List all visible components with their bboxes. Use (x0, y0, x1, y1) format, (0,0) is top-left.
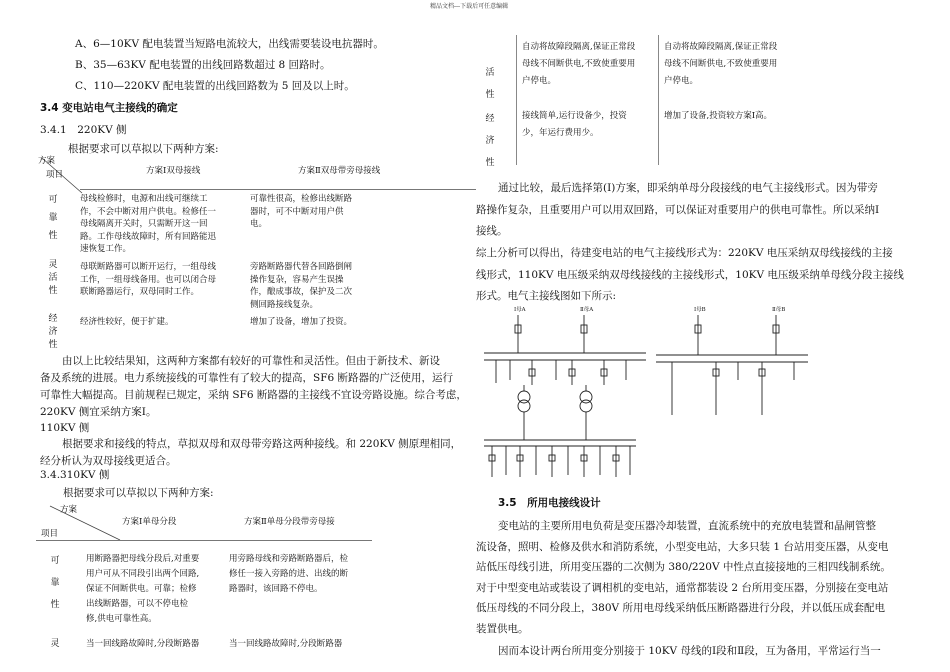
table1-header-col2: 方案Ⅱ双母带旁母接线 (298, 166, 381, 176)
table1-header-col1: 方案Ⅰ双母接线 (146, 166, 201, 176)
wiring-diagram-svg (476, 305, 816, 490)
table-cont-row2-label: 经 济 性 (485, 114, 495, 168)
table2-row2-label: 灵 (50, 639, 60, 649)
subsection-heading-220kv: 3.4.1 220KV 侧 (40, 124, 127, 136)
bus-label-1: Ⅰ母A (514, 307, 526, 313)
table1-row2-col1: 母联断路器可以断开运行，一组母线 工作，一组母线备用。也可以闭合母 联断路器运行，双母同时工作。 (80, 262, 217, 297)
bus-label-2: Ⅱ母A (580, 307, 594, 313)
section-heading-3-4: 3.4 变电站电气主接线的确定 (40, 102, 178, 114)
design-paragraph-start: 因而本设计两台所用变分别接于 10KV 母线的Ⅰ段和Ⅱ段，互为备用，平常运行当一 (498, 645, 881, 657)
table2-header-col1: 方案Ⅰ单母分段 (122, 517, 177, 527)
table-cont-row1-col1: 自动将故障段隔离,保证正常段 母线不间断供电,不致使重要用 户停电。 (522, 42, 636, 86)
comparison-table-10kv-continued (480, 35, 810, 170)
conclusion-220kv-paragraph: 由以上比较结果知，这两种方案都有较好的可靠性和灵活性。但由于新技术、新设 备及系统的进展。电力系统接线的可靠性有了较大的提高，SF6 断路器的广泛使用，运行 可靠性大幅提高。目前规程已规定，采纳 SF6 断路器的主接线不宜设旁路设施。综合考虑， 220KV 侧宜采纳方案Ⅰ。 (40, 355, 467, 418)
table2-corner-bottom: 项目 (41, 529, 59, 539)
table1-row1-label: 可 靠 性 (48, 195, 58, 241)
subsection-heading-110kv: 110KV 侧 (40, 422, 90, 434)
selection-paragraph: 通过比较，最后选择第(Ⅰ)方案，即采纳单母分段接线的电气主接线形式。因为带旁 路操作复杂，且重要用户可以用双回路，可以保证对重要用户的供电可靠性。所以采纳Ⅰ 接线。 (476, 182, 880, 237)
table1-corner-top: 方案 (38, 156, 56, 166)
station-service-paragraph: 变电站的主要所用电负荷是变压器冷却装置，直流系统中的充放电装置和晶闸管整 流设备，照明、检修及供水和消防系统，小型变电站，大多只装 1 台站用变压器，从变电 站低压母线引进，所用变压器的二次侧为 380/220V 中性点直接接地的三相四线制系统。 对于中型变电站或装设了调相机的变电站，通常都装设 2 台所用变压器，分别接在变电站 低压母线的不同分段上，380V 所用电母线采纳低压断路器进行分段，并以低压成套配电 装置供电。 (476, 520, 891, 635)
table2-row1-col2: 用旁路母线和旁路断路器后，检 修任一接入旁路的进、出线的断 路器时，该回路不停电。 (229, 554, 349, 594)
conclusion-110kv-paragraph: 根据要求和接线的特点，草拟双母和双母带旁路这两种接线。和 220KV 侧原理相同， 经分析认为双母接线更适合。 (40, 438, 462, 467)
bus-label-3: Ⅰ母B (694, 307, 706, 313)
table1-row1-col1: 母线检修时，电源和出线可继续工 作，不会中断对用户供电。检修任一 母线隔离开关时，只需断开这一回 路。工作母线故障时，所有回路能迅 速恢复工作。 (80, 194, 217, 254)
table2-corner-top: 方案 (60, 505, 78, 515)
comparison-table-220kv (36, 155, 476, 360)
table1-row2-label: 灵 活 性 (48, 260, 58, 296)
main-wiring-diagram (476, 305, 816, 490)
summary-paragraph: 综上分析可以得出，待建变电站的电气主接线形式为：220KV 电压采纳双母线接线的主接 线形式，110KV 电压级采纳双母线接线的主接线形式，10KV 电压级采纳单母线分段主接线 形式。电气主接线图如下所示: (476, 247, 904, 302)
table-cont-row1-col2: 自动将故障段隔离,保证正常段 母线不间断供电,不致使重要用 户停电。 (664, 42, 778, 86)
section-heading-3-5: 3.5 所用电接线设计 (498, 497, 601, 509)
option-b-line: B、35—63KV 配电装置的出线回路数超过 8 回路时。 (75, 59, 331, 71)
header-note: 精品文档---下载后可任意编辑 (430, 3, 509, 10)
table1-header-rule (80, 189, 476, 190)
option-c-line: C、110—220KV 配电装置的出线回路数为 5 回及以上时。 (75, 80, 355, 92)
table2-row1-col1: 用断路器把母线分段后,对重要 用户可从不同段引出两个回路, 保证不间断供电。可靠；检修 出线断路器，可以不停电检 修,供电可靠性高。 (86, 554, 200, 624)
table1-row3-col2: 增加了设备，增加了投资。 (250, 317, 353, 327)
table2-row2-col1: 当一回线路故障时,分段断路器 (86, 639, 200, 649)
table1-row3-col1: 经济性较好，便于扩建。 (80, 317, 174, 327)
table2-intro: 根据要求可以草拟以下两种方案: (63, 487, 214, 499)
comparison-table-10kv (36, 500, 476, 672)
table-cont-divider-1 (516, 35, 517, 165)
subsection-heading-10kv: 3.4.310KV 侧 (40, 469, 110, 481)
table2-header-rule (36, 540, 372, 541)
table1-intro: 根据要求可以草拟以下两种方案: (68, 143, 219, 155)
table1-row2-col2: 旁路断路器代替各回路倒闸 操作复杂，容易产生误操 作，酿成事故，保护及二次 侧回路接线复杂。 (250, 262, 353, 310)
table-cont-row1-label: 活 性 (485, 68, 495, 100)
table-cont-row2-col1: 接线简单,运行设备少，投资 少，年运行费用少。 (522, 111, 627, 138)
table1-corner-bottom: 项目 (46, 170, 64, 180)
table2-row1-label: 可 靠 性 (50, 556, 60, 610)
option-a-line: A、6—10KV 配电装置当短路电流较大，出线需要装设电抗器时。 (75, 38, 384, 50)
table-cont-row2-col2: 增加了设备,投资较方案Ⅰ高。 (664, 111, 773, 121)
table-cont-divider-2 (658, 35, 659, 165)
table2-header-col2: 方案Ⅱ单母分段带旁母接 (244, 517, 335, 527)
bus-label-4: Ⅱ母B (772, 307, 786, 313)
table1-row3-label: 经 济 性 (48, 314, 58, 350)
table1-row1-col2: 可靠性很高，检修出线断路 器时，可不中断对用户供 电。 (250, 194, 353, 229)
table2-row2-col2: 当一回线路故障时,分段断路器 (229, 639, 343, 649)
